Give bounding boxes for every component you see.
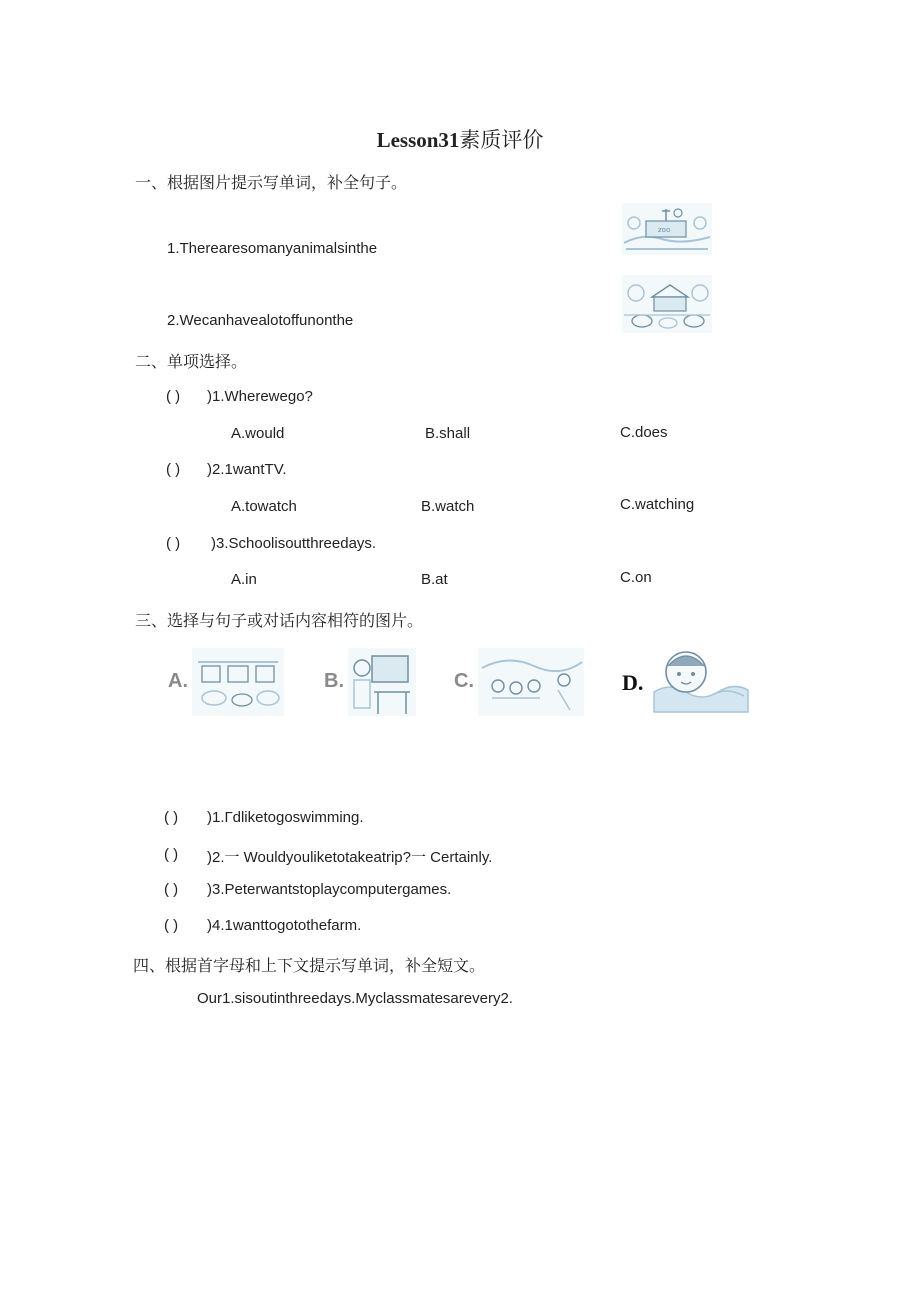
option-b: B.shall xyxy=(425,425,471,442)
page-title xyxy=(0,124,920,154)
section3-question-3: )3.Peterwantstoplaycomputergames. xyxy=(207,881,452,898)
section3-heading: 三、选择与句子或对话内容相符的图片。 xyxy=(135,611,424,630)
title-subtitle: 素质评价 xyxy=(459,128,544,152)
option-c: C.watching xyxy=(620,496,695,513)
option-a: A.towatch xyxy=(231,498,297,515)
answer-blank-s2-q2[interactable]: ( ) xyxy=(166,461,181,478)
answer-blank-s2-q1[interactable]: ( ) xyxy=(166,388,181,405)
answer-blank-s3-q1[interactable]: ( ) xyxy=(164,809,179,826)
option-c: C.on xyxy=(620,569,652,586)
section1-item-2: 2.Wecanhavealotoffunonthe xyxy=(167,312,354,329)
zoo-picture xyxy=(622,203,712,255)
picture-d-swimming xyxy=(650,642,750,716)
picture-b-computer-games xyxy=(348,648,416,716)
section1-heading: 一、根据图片提示写单词，补全句子。 xyxy=(135,173,408,192)
option-a: A.would xyxy=(231,425,285,442)
answer-blank-s3-q3[interactable]: ( ) xyxy=(164,881,179,898)
section3-question-1: )1.Гdliketogoswimming. xyxy=(207,809,364,826)
picture-c-trip xyxy=(478,648,584,716)
section3-question-2: )2.一 Wouldyouliketotakeatrip?一 Certainly. xyxy=(207,849,493,866)
answer-blank-s3-q2[interactable]: ( ) xyxy=(164,846,179,863)
picture-a-farm-scene xyxy=(192,648,284,716)
picture-label-d: D. xyxy=(622,670,644,695)
section3-question-4: )4.1wanttogotothefarm. xyxy=(207,917,362,934)
answer-blank-s3-q4[interactable]: ( ) xyxy=(164,917,179,934)
section2-question-3: )3.Schoolisoutthreedays. xyxy=(211,535,377,552)
picture-label-c: C. xyxy=(454,670,474,692)
section2-question-2: )2.1wantTV. xyxy=(207,461,287,478)
picture-label-b: B. xyxy=(324,670,344,692)
title-lesson: Lesson31 xyxy=(376,128,460,152)
section2-question-1: )1.Wherewego? xyxy=(207,388,313,405)
answer-blank-s2-q3[interactable]: ( ) xyxy=(166,535,181,552)
section4-passage: Our1.sisoutinthreedays.Myclassmatesarevery2. xyxy=(197,990,513,1007)
option-b: B.at xyxy=(421,571,448,588)
svg-text:zoo: zoo xyxy=(658,226,671,234)
option-b: B.watch xyxy=(421,498,475,515)
picture-label-a: A. xyxy=(168,670,188,692)
option-a: A.in xyxy=(231,571,257,588)
option-c: C.does xyxy=(620,424,668,441)
section1-item-1: 1.Therearesomanyanimalsinthe xyxy=(167,240,378,257)
farm-picture xyxy=(622,275,712,333)
section4-heading: 四、根据首字母和上下文提示写单词，补全短文。 xyxy=(133,956,486,975)
section2-heading: 二、单项选择。 xyxy=(135,352,248,371)
